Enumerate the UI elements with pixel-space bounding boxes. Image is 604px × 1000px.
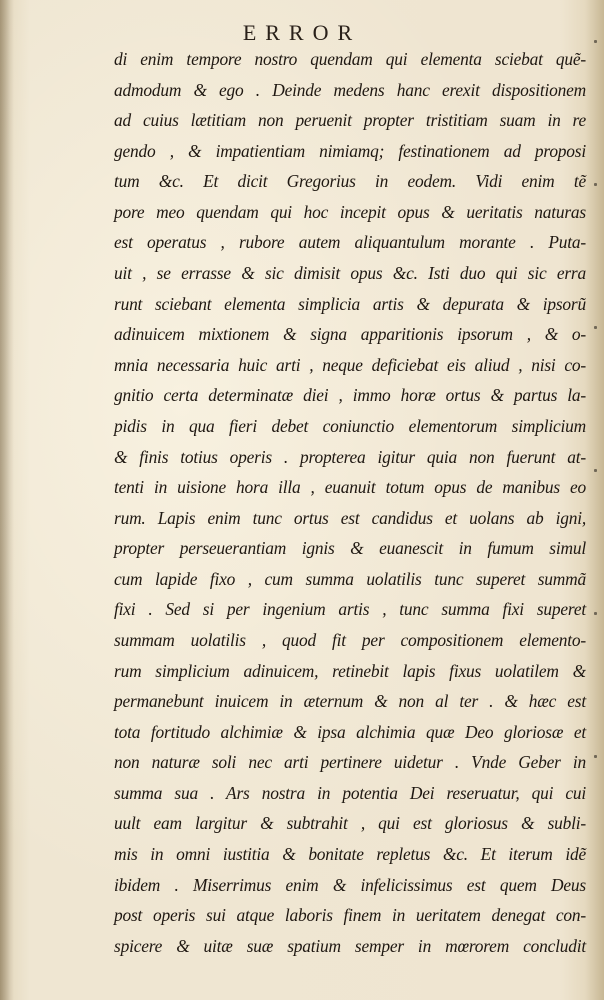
text-line: tenti in uisione hora illa , euanuit totum opus de manibus eo [114,477,586,498]
text-line: pidis in qua fieri debet coniunctio elementorum simplicium [114,415,586,436]
text-line: rum simplicium adinuicem, retinebit lapis fixus uolatilem & [114,660,586,681]
edge-mark [594,183,597,186]
page-edge-marks [594,40,600,940]
text-line: uult eam largitur & subtrahit , qui est gloriosus & subli- [114,813,586,834]
text-line: non naturæ soli nec arti pertinere uidetur . Vnde Geber in [114,752,586,773]
text-line: tum &c. Et dicit Gregorius in eodem. Vidi enim tẽ [114,171,586,192]
text-line: permanebunt inuicem in æternum & non al ter . & hæc est [114,691,586,712]
text-line: post operis sui atque laboris finem in ueritatem denegat con- [114,905,586,926]
text-line: ibidem . Miserrimus enim & infelicissimus est quem Deus [114,874,586,895]
text-line: fixi . Sed si per ingenium artis , tunc summa fixi superet [114,599,586,620]
text-line: runt sciebant elementa simplicia artis & depurata & ipsorũ [114,293,586,314]
running-head-title: ERROR [242,20,362,45]
body-text [114,44,586,961]
text-line: uit , se errasse & sic dimisit opus &c. Isti duo qui sic erra [114,263,586,284]
edge-mark [594,326,597,329]
text-line: cum lapide fixo , cum summa uolatilis tunc superet summã [114,568,586,589]
text-line: est operatus , rubore autem aliquantulum morante . Puta- [114,232,586,253]
text-line: admodum & ego . Deinde medens hanc erexit dispositionem [114,79,586,100]
text-line: mnia necessaria huic arti , neque deficiebat eis aliud , nisi co- [114,354,586,375]
edge-mark [594,469,597,472]
text-line: summa sua . Ars nostra in potentia Dei reseruatur, qui cui [114,782,586,803]
text-line: di enim tempore nostro quendam qui elementa sciebat quẽ- [114,49,586,69]
text-line: gnitio certa determinatæ diei , immo horæ ortus & partus la- [114,385,586,406]
text-line: mis in omni iustitia & bonitate repletus &c. Et iterum idẽ [114,844,586,865]
text-line: gendo , & impatientiam nimiamq; festinationem ad proposi [114,140,586,161]
edge-mark [594,40,597,43]
text-line: summam uolatilis , quod fit per compositionem elemento- [114,629,586,650]
text-line: pore meo quendam qui hoc incepit opus & ueritatis naturas [114,201,586,222]
text-line: adinuicem mixtionem & signa apparitionis ipsorum , & o- [114,324,586,345]
text-line: spicere & uitæ suæ spatium semper in mœrorem concludit [114,935,586,956]
edge-mark [594,612,597,615]
text-line: tota fortitudo alchimiæ & ipsa alchimia quæ Deo gloriosæ et [114,721,586,742]
text-line: propter perseuerantiam ignis & euanescit in fumum simul [114,538,586,559]
text-line: & finis totius operis . propterea igitur quia non fuerunt at- [114,446,586,467]
text-line: ad cuius lætitiam non peruenit propter tristitiam suam in re [114,110,586,131]
gutter-shadow [0,0,14,1000]
text-line: rum. Lapis enim tunc ortus est candidus et uolans ab igni, [114,507,586,528]
edge-mark [594,755,597,758]
